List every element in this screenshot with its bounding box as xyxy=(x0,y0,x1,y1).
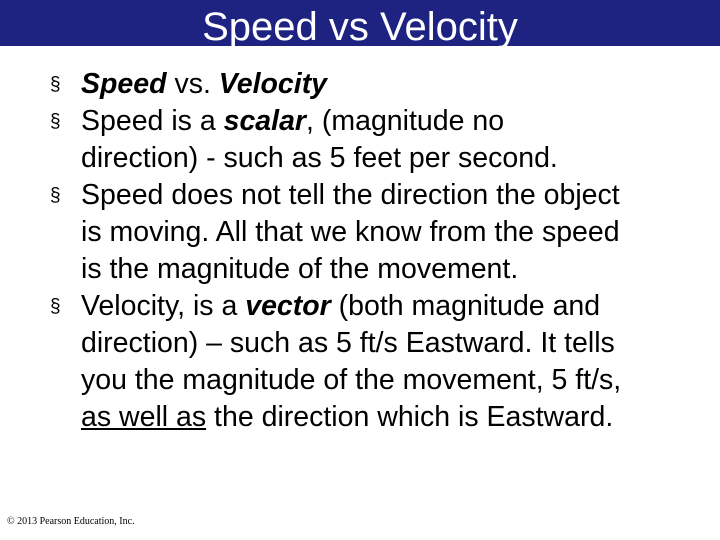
text-run: vs. xyxy=(166,68,219,100)
text-run: Speed xyxy=(81,68,167,100)
text-run: direction) - such as 5 feet per second. xyxy=(81,142,558,174)
bullet-line xyxy=(81,325,700,362)
text-run: Velocity xyxy=(218,68,328,100)
text-run: the direction which is Eastward. xyxy=(206,401,614,433)
slide-title: Speed vs Velocity xyxy=(202,5,518,49)
text-run: is the magnitude of the movement. xyxy=(81,253,519,285)
bullet-item xyxy=(50,288,700,436)
title-bar xyxy=(0,0,720,49)
text-run: is moving. All that we know from the speed xyxy=(81,216,620,248)
bullet-marker-icon: § xyxy=(50,111,61,132)
text-run: , (magnitude no xyxy=(306,105,505,137)
bullet-line xyxy=(81,288,700,325)
text-run: scalar xyxy=(223,105,307,137)
bullet-line xyxy=(81,103,700,140)
bullet-line xyxy=(81,140,700,177)
bullet-item xyxy=(50,66,700,103)
text-run: direction) – such as 5 ft/s Eastward. It tells xyxy=(81,327,615,359)
text-run: as well as xyxy=(81,401,207,433)
text-run: Speed is a xyxy=(81,105,224,137)
text-run: (both magnitude and xyxy=(330,290,601,322)
bullet-marker-icon: § xyxy=(50,296,61,317)
bullet-list xyxy=(50,66,700,436)
bullet-item xyxy=(50,177,700,288)
bullet-line xyxy=(81,177,700,214)
text-run: Velocity, is a xyxy=(81,290,246,322)
bullet-item xyxy=(50,103,700,177)
text-run: Speed does not tell the direction the object xyxy=(81,179,620,211)
bullet-line xyxy=(81,399,700,436)
bullet-line xyxy=(81,214,700,251)
bullet-line xyxy=(81,251,700,288)
bullet-line xyxy=(81,66,700,103)
bullet-marker-icon: § xyxy=(50,74,61,95)
bullet-line xyxy=(81,362,700,399)
text-run: vector xyxy=(245,290,331,322)
bullet-marker-icon: § xyxy=(50,185,61,206)
text-run: you the magnitude of the movement, 5 ft/s, xyxy=(81,364,622,396)
copyright-notice: © 2013 Pearson Education, Inc. xyxy=(7,516,135,527)
